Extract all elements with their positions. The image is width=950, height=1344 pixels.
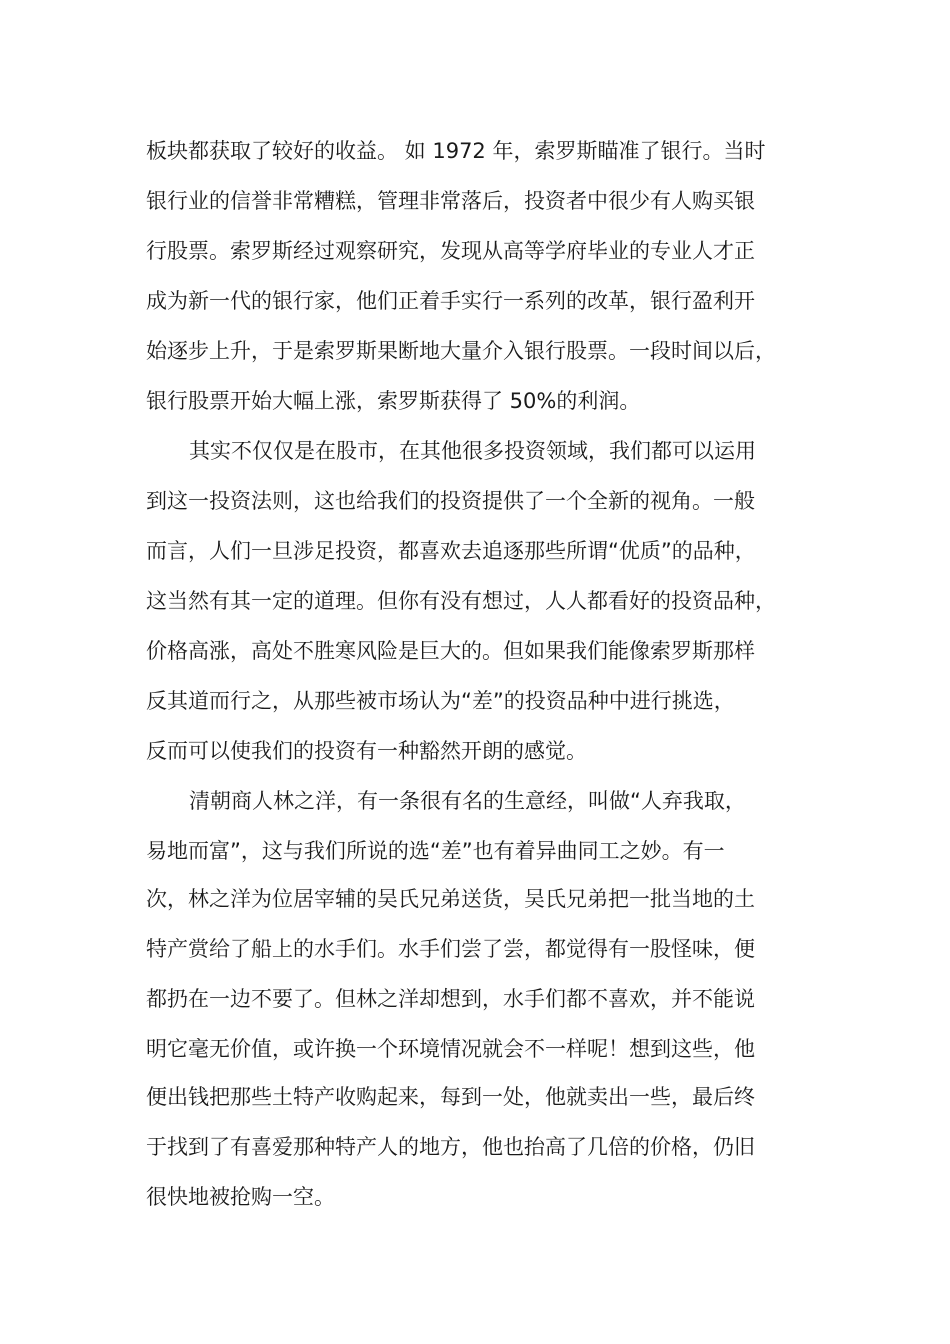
text-line: 价格高涨，高处不胜寒风险是巨大的。但如果我们能像索罗斯那样 [146, 639, 755, 663]
text-line: 于找到了有喜爱那种特产人的地方，他也抬高了几倍的价格，仍旧 [146, 1135, 755, 1159]
text-line: 便出钱把那些土特产收购起来，每到一处，他就卖出一些，最后终 [146, 1085, 755, 1109]
text-line: 易地而富”，这与我们所说的选“差”也有着异曲同工之妙。有一 [146, 839, 725, 863]
text-line: 银行业的信誉非常糟糕，管理非常落后，投资者中很少有人购买银 [146, 189, 755, 213]
text-line: 反而可以使我们的投资有一种豁然开朗的感觉。 [146, 739, 587, 763]
text-line: 特产赏给了船上的水手们。水手们尝了尝，都觉得有一股怪味，便 [146, 937, 755, 961]
text-line: 始逐步上升，于是索罗斯果断地大量介入银行股票。一段时间以后， [146, 339, 776, 363]
text-line: 行股票。索罗斯经过观察研究，发现从高等学府毕业的专业人才正 [146, 239, 755, 263]
text-line: 次，林之洋为位居宰辅的吴氏兄弟送货，吴氏兄弟把一批当地的土 [146, 887, 755, 911]
text-line: 反其道而行之，从那些被市场认为“差”的投资品种中进行挑选， [146, 689, 735, 713]
text-line: 成为新一代的银行家，他们正着手实行一系列的改革，银行盈利开 [146, 289, 755, 313]
text-line: 都扔在一边不要了。但林之洋却想到，水手们都不喜欢，并不能说 [146, 987, 755, 1011]
text-line: 银行股票开始大幅上涨，索罗斯获得了 50%的利润。 [146, 389, 641, 413]
text-line: 而言，人们一旦涉足投资，都喜欢去追逐那些所谓“优质”的品种， [146, 539, 756, 563]
text-line: 这当然有其一定的道理。但你有没有想过，人人都看好的投资品种， [146, 589, 776, 613]
text-line: 板块都获取了较好的收益。 如 1972 年，索罗斯瞄准了银行。当时 [146, 139, 766, 163]
text-line: 其实不仅仅是在股市，在其他很多投资领域，我们都可以运用 [189, 439, 756, 463]
text-line: 到这一投资法则，这也给我们的投资提供了一个全新的视角。一般 [146, 489, 755, 513]
text-line: 明它毫无价值，或许换一个环境情况就会不一样呢！想到这些，他 [146, 1037, 755, 1061]
text-line: 很快地被抢购一空。 [146, 1185, 335, 1209]
text-line: 清朝商人林之洋，有一条很有名的生意经，叫做“人弃我取， [189, 789, 746, 813]
